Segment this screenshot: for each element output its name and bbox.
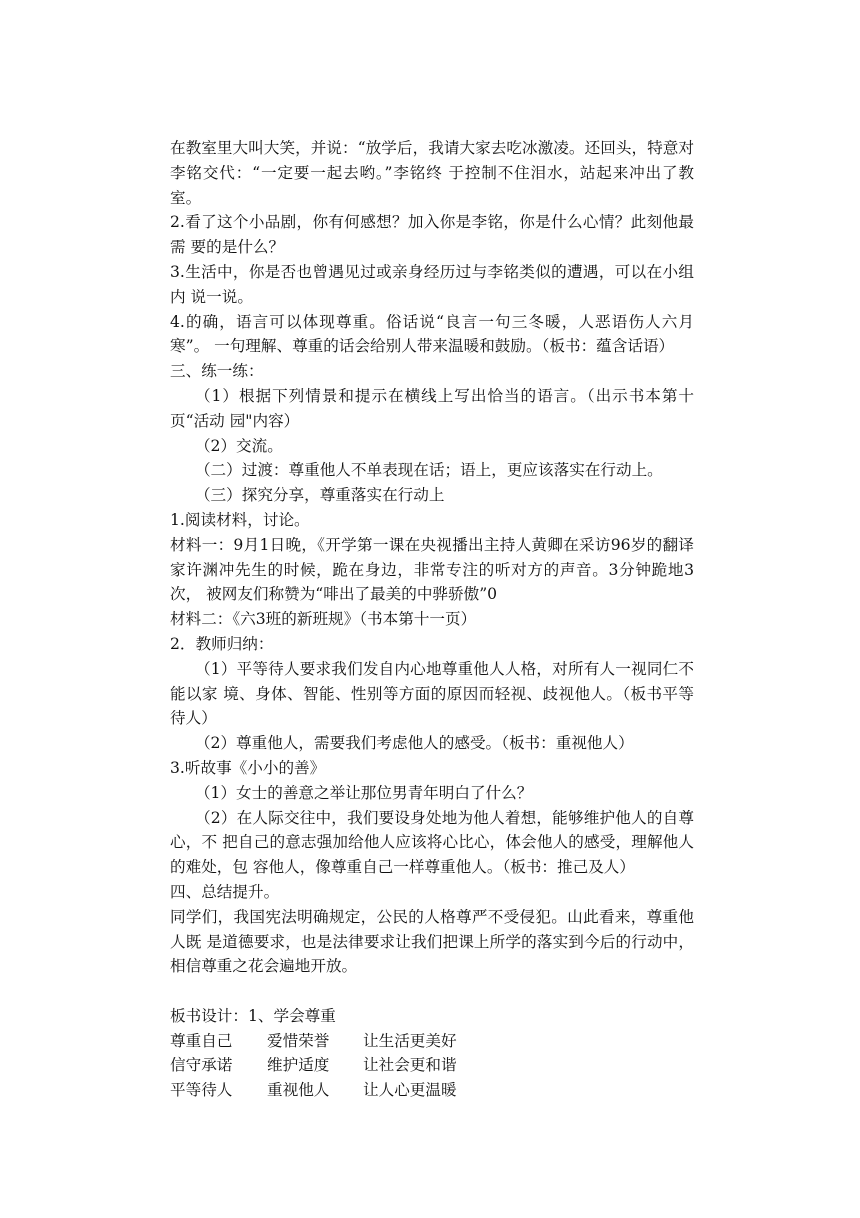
board-cell: 尊重自己 [170,1031,233,1050]
board-cell: 信守承诺 [170,1056,233,1075]
paragraph-teacher-summary: 2．教师归纳： [170,634,274,653]
paragraph-reading-1: 1.阅读材料，讨论。 [170,510,310,529]
board-design-title: 板书设计：1、学会尊重 [170,1006,336,1025]
paragraph-material-1: 材料一：9月1日晚，《开学第一课在央视播出主持人黄卿在采访96岁的翻译 家许渊冲先生的时候，跪在身边，非常专注的听对方的声音。3分钟跪地3次， 被网友们称赞为“啡出了最美的中骅骄傲”0 [170,535,694,604]
paragraph-question-2: 2.看了这个小品剧，你有何感想？加入你是李铭，你是什么心情？此刻他最需 要的是什么？ [170,213,694,257]
spacer [170,979,694,1004]
paragraph-material-2: 材料二：《六3班的新班规》（书本第十一页） [170,610,477,629]
paragraph-explore: （三）探究分享，尊重落实在行动上 [194,486,445,505]
board-cell: 平等待人 [170,1081,233,1100]
section-heading-practice: 三、练一练： [170,362,264,381]
paragraph-story-title: 3.听故事《小小的善》 [170,758,326,777]
paragraph-story-q2: （2）在人际交往中，我们要设身处地为他人着想，能够维护他人的自尊心，不 把自己的意志强加给他人应该将心比心，体会他人的感受，理解他人的难处，包 容他人，像尊重自己一样尊重他人。（板书：推己及人） [170,808,694,877]
paragraph-summary-2: （2）尊重他人，需要我们考虑他人的感受。（板书：重视他人） [194,734,634,753]
paragraph-transition: （二）过渡：尊重他人不单表现在话；语上，更应该落实在行动上。 [194,461,663,480]
board-row [170,1029,694,1054]
board-row [170,1078,694,1103]
board-cell: 爱惜荣誉 [267,1031,330,1050]
board-cell: 维护适度 [267,1056,330,1075]
document-page [170,136,694,1103]
paragraph-story-q1: （1）女士的善意之举让那位男青年明白了什么？ [194,783,533,802]
paragraph-point-4: 4.的确，语言可以体现尊重。俗话说“良言一句三冬暖，人恶语伤人六月寒”。 一句理解、尊重的话会给别人带来温暖和鼓励。（板书：蕴含话语） [170,312,694,356]
paragraph-question-3: 3.生活中，你是否也曾遇见过或亲身经历过与李铭类似的遭遇，可以在小组内 说一说。 [170,262,694,306]
paragraph-conclusion: 同学们，我国宪法明确规定，公民的人格尊严不受侵犯。山此看来，尊重他人既 是道德要求，也是法律要求让我们把课上所学的落实到今后的行动中，相信尊重之花会遍地开放。 [170,907,694,976]
paragraph-summary-1: （1）平等待人要求我们发自内心地尊重他人人格，对所有人一视同仁不能以家 境、身体、智能、性别等方面的原因而轻视、歧视他人。（板书平等待人） [170,659,694,728]
paragraph-practice-2: （2）交流。 [194,436,283,455]
board-cell: 让社会更和谐 [363,1056,457,1075]
board-cell: 让生活更美好 [363,1031,457,1050]
section-heading-conclusion: 四、总结提升。 [170,882,280,901]
board-row [170,1053,694,1078]
paragraph-story-end: 在教室里大叫大笑，并说：“放学后，我请大家去吃冰激凌。还回头，特意对李铭交代：“一定要一起去哟。”李铭终 于控制不住泪水，站起来冲出了教室。 [170,139,694,207]
board-cell: 重视他人 [267,1081,330,1100]
paragraph-practice-1: （1）根据下列情景和提示在横线上写出恰当的语言。（出示书本第十页“活动 园"内容） [170,386,694,430]
board-cell: 让人心更温暖 [363,1081,457,1100]
